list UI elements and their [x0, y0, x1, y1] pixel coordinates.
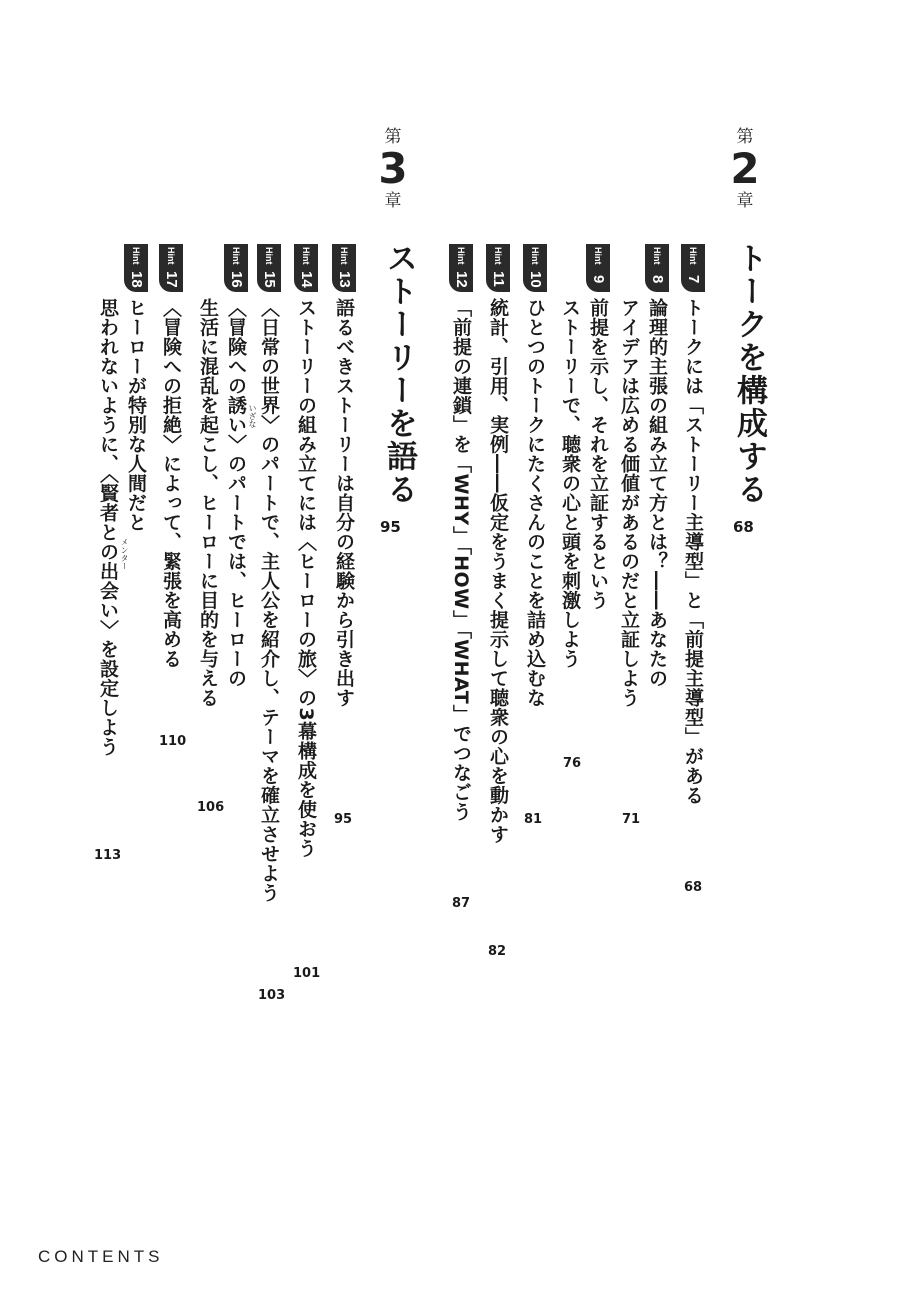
hint-label: Hint	[301, 247, 311, 265]
hint-badge	[449, 244, 473, 292]
hint-label: Hint	[530, 247, 540, 265]
hint-page: 113	[94, 848, 122, 863]
hint-title: トークには「ストーリー主導型」と「前提主導型」がある	[682, 298, 704, 805]
hint-badge	[294, 244, 318, 292]
ruby-annotation: いざな	[248, 404, 257, 428]
hint-label: Hint	[593, 247, 603, 265]
hint-badge	[586, 244, 610, 292]
hint-label: Hint	[339, 247, 349, 265]
hint-label: Hint	[652, 247, 662, 265]
chapter-number: 2	[730, 144, 760, 193]
hint-number: 9	[590, 274, 607, 284]
hint-page: 87	[452, 896, 471, 911]
ruby-annotation: メンター	[120, 538, 129, 570]
hint-label: Hint	[131, 247, 141, 265]
hint-page: 95	[334, 812, 353, 827]
hint-title: ひとつのトークにたくさんのことを詰め込むな	[524, 298, 546, 708]
chapter-2-title: トークを構成する	[731, 242, 767, 506]
hint-title-line-2: ストーリーで、聴衆の心と頭を刺激しよう	[559, 298, 581, 669]
hint-title-line-2: アイデアは広める価値があるのだと立証しよう	[618, 298, 640, 708]
hint-title-line-2: 思われないように、〈賢者との出会い〉を設定しよう	[97, 298, 119, 757]
hint-number: 13	[336, 270, 353, 288]
hint-title: 〈冒険への拒絶〉によって、緊張を高める	[160, 298, 182, 669]
hint-badge	[486, 244, 510, 292]
hint-label: Hint	[264, 247, 274, 265]
hint-badge	[332, 244, 356, 292]
hint-title-line-1: 前提を示し、それを立証するという	[587, 298, 609, 610]
hint-number: 15	[261, 270, 278, 288]
hint-title: 〈日常の世界〉のパートで、主人公を紹介し、テーマを確立させよう	[258, 298, 280, 903]
hint-page: 71	[622, 812, 641, 827]
chapter-2-marker	[725, 127, 765, 211]
chapter-2-page: 68	[733, 518, 754, 536]
hint-number: 10	[527, 270, 544, 288]
hint-label: Hint	[456, 247, 466, 265]
hint-page: 81	[524, 812, 543, 827]
hint-number: 16	[228, 270, 245, 288]
hint-badge	[257, 244, 281, 292]
chapter-number: 3	[378, 144, 408, 193]
hint-label: Hint	[493, 247, 503, 265]
chapter-prefix: 第	[384, 127, 402, 147]
chapter-suffix: 章	[736, 191, 754, 211]
hint-label: Hint	[688, 247, 698, 265]
hint-page: 103	[258, 988, 286, 1003]
hint-title: 語るべきストーリーは自分の経験から引き出す	[333, 298, 355, 708]
hint-page: 82	[488, 944, 507, 959]
hint-number: 12	[453, 270, 470, 288]
hint-badge	[124, 244, 148, 292]
chapter-3-page: 95	[380, 518, 401, 536]
hint-number: 8	[649, 274, 666, 284]
chapter-3-title: ストーリーを語る	[381, 242, 417, 506]
hint-title-line-1: ヒーローが特別な人間だと	[125, 298, 147, 532]
hint-title-line-1: 論理的主張の組み立て方とは？――あなたの	[646, 298, 668, 688]
hint-page: 106	[197, 800, 225, 815]
chapter-prefix: 第	[736, 127, 754, 147]
hint-badge	[645, 244, 669, 292]
chapter-suffix: 章	[384, 191, 402, 211]
hint-badge	[159, 244, 183, 292]
hint-badge	[523, 244, 547, 292]
hint-number: 14	[298, 270, 315, 288]
hint-page: 76	[563, 756, 582, 771]
hint-title: 統計、引用、実例――仮定をうまく提示して聴衆の心を動かす	[487, 298, 509, 844]
hint-title-line-2: 生活に混乱を起こし、ヒーローに目的を与える	[197, 298, 219, 708]
hint-label: Hint	[231, 247, 241, 265]
chapter-3-marker	[373, 127, 413, 211]
hint-number: 7	[685, 274, 702, 284]
hint-page: 101	[293, 966, 321, 981]
hint-number: 18	[128, 270, 145, 288]
hint-number: 17	[163, 270, 180, 288]
hint-title: 「前提の連鎖」を「WHY」「HOW」「WHAT」でつなごう	[450, 298, 472, 822]
hint-page: 68	[684, 880, 703, 895]
hint-label: Hint	[166, 247, 176, 265]
hint-badge	[681, 244, 705, 292]
hint-title-line-1: 〈冒険への誘い〉のパートでは、ヒーローの	[225, 298, 247, 688]
hint-badge	[224, 244, 248, 292]
hint-title: ストーリーの組み立てには〈ヒーローの旅〉の3幕構成を使おう	[295, 298, 317, 858]
hint-page: 110	[159, 734, 187, 749]
hint-number: 11	[490, 271, 507, 287]
contents-footer: CONTENTS	[38, 1247, 164, 1266]
